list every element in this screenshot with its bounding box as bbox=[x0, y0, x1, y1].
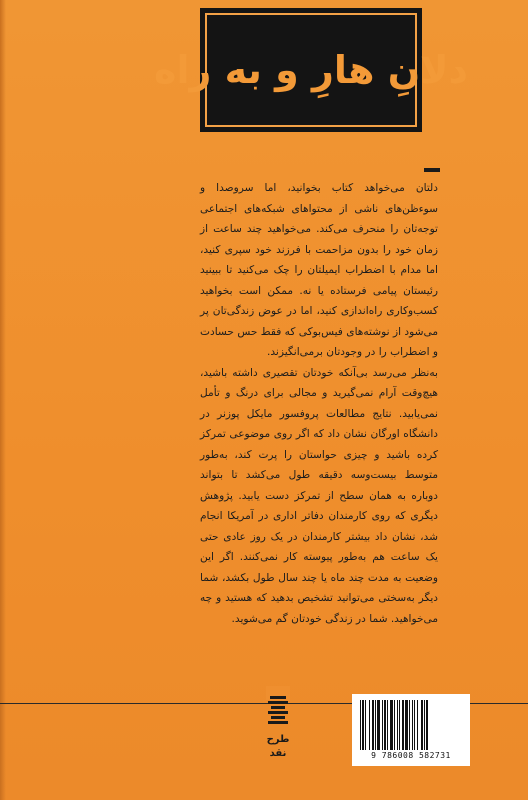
publisher-logo bbox=[262, 686, 294, 786]
barcode-bar bbox=[384, 700, 386, 750]
barcode-bar bbox=[426, 700, 428, 750]
blurb-paragraph-2: به‌نظر می‌رسد بی‌آنکه خودتان تقصیری داشته باشید، هیچ‌وقت آرام نمی‌گیرید و مجالی برای درنگ و تأمل نمی‌یابید. نتایج مطالعات پروفسور مایکل پوزنر در دانشگاه اورگان نشان داد که اگر روی موضوعی تمرکز کرده باشید و چیزی حواستان را پرت کند، به‌طور متوسط بیست‌وسه دقیقه طول می‌کشد تا بتواند دوباره به همان سطح از تمرکز دست یابید. پژوهش دیگری که روی کارمندان دفاتر اداری در آمریکا انجام شد، نشان داد بیشتر کارمندان در یک روز عادی حتی یک ساعت هم به‌طور پیوسته کار نمی‌کنند. اگر این وضعیت به مدت چند ماه یا چند سال طول بکشد، شما دیگر به‌سختی می‌توانید تشخیص بدهید که هستید و چه می‌خواهید. شما در زندگی خودتان گم می‌شوید. bbox=[200, 366, 438, 625]
title-frame bbox=[154, 13, 468, 127]
barcode-bar bbox=[405, 700, 408, 750]
barcode-bar bbox=[377, 700, 380, 750]
publisher-name-line2: نقد bbox=[269, 748, 287, 759]
barcode-bar bbox=[421, 700, 423, 750]
isbn-number: 9 786008 582731 bbox=[371, 751, 451, 760]
section-dash bbox=[424, 168, 440, 172]
publisher-name-line1: طرح bbox=[266, 734, 290, 745]
barcode-bar bbox=[375, 700, 376, 750]
barcode bbox=[352, 694, 470, 766]
barcode-bar bbox=[372, 700, 374, 750]
blurb-paragraph-1: دلتان می‌خواهد کتاب بخوانید، اما سروصدا و سوءظن‌های ناشی از محتواهای شبکه‌های اجتماعی توجه‌تان را منحرف می‌کند. می‌خواهید چند ساعت از زمان خود را بدون مزاحمت با فرزند خود سپری کنید، اما مدام با اضطراب ایمیلتان را چک می‌کنید تا ببینید رئیستان پیامی فرستاده یا نه. ممکن است بخواهید کسب‌وکاری راه‌اندازی کنید، اما در عوض زندگی‌تان پر می‌شود از نوشته‌های فیس‌بوکی که فقط حس حسادت و اضطراب را در وجودتان برمی‌انگیزند. bbox=[200, 182, 438, 358]
barcode-bars bbox=[358, 700, 464, 750]
barcode-bar bbox=[402, 700, 404, 750]
barcode-bar bbox=[390, 700, 393, 750]
barcode-bar bbox=[387, 700, 388, 750]
title-box bbox=[154, 8, 468, 132]
barcode-bar bbox=[424, 700, 425, 750]
barcode-bar bbox=[394, 700, 395, 750]
book-title: دلانِ هارِ و به راه bbox=[154, 48, 468, 92]
barcode-bar bbox=[362, 700, 364, 750]
barcode-bar bbox=[365, 700, 366, 750]
spine-shadow bbox=[0, 0, 6, 800]
barcode-bar bbox=[397, 700, 398, 750]
barcode-bar bbox=[417, 700, 418, 750]
barcode-bar bbox=[409, 700, 410, 750]
barcode-bar bbox=[360, 700, 361, 750]
barcode-bar bbox=[382, 700, 383, 750]
barcode-bar bbox=[412, 700, 413, 750]
barcode-bar bbox=[399, 700, 400, 750]
barcode-bar bbox=[414, 700, 415, 750]
blurb bbox=[200, 178, 438, 629]
barcode-bar bbox=[369, 700, 370, 750]
